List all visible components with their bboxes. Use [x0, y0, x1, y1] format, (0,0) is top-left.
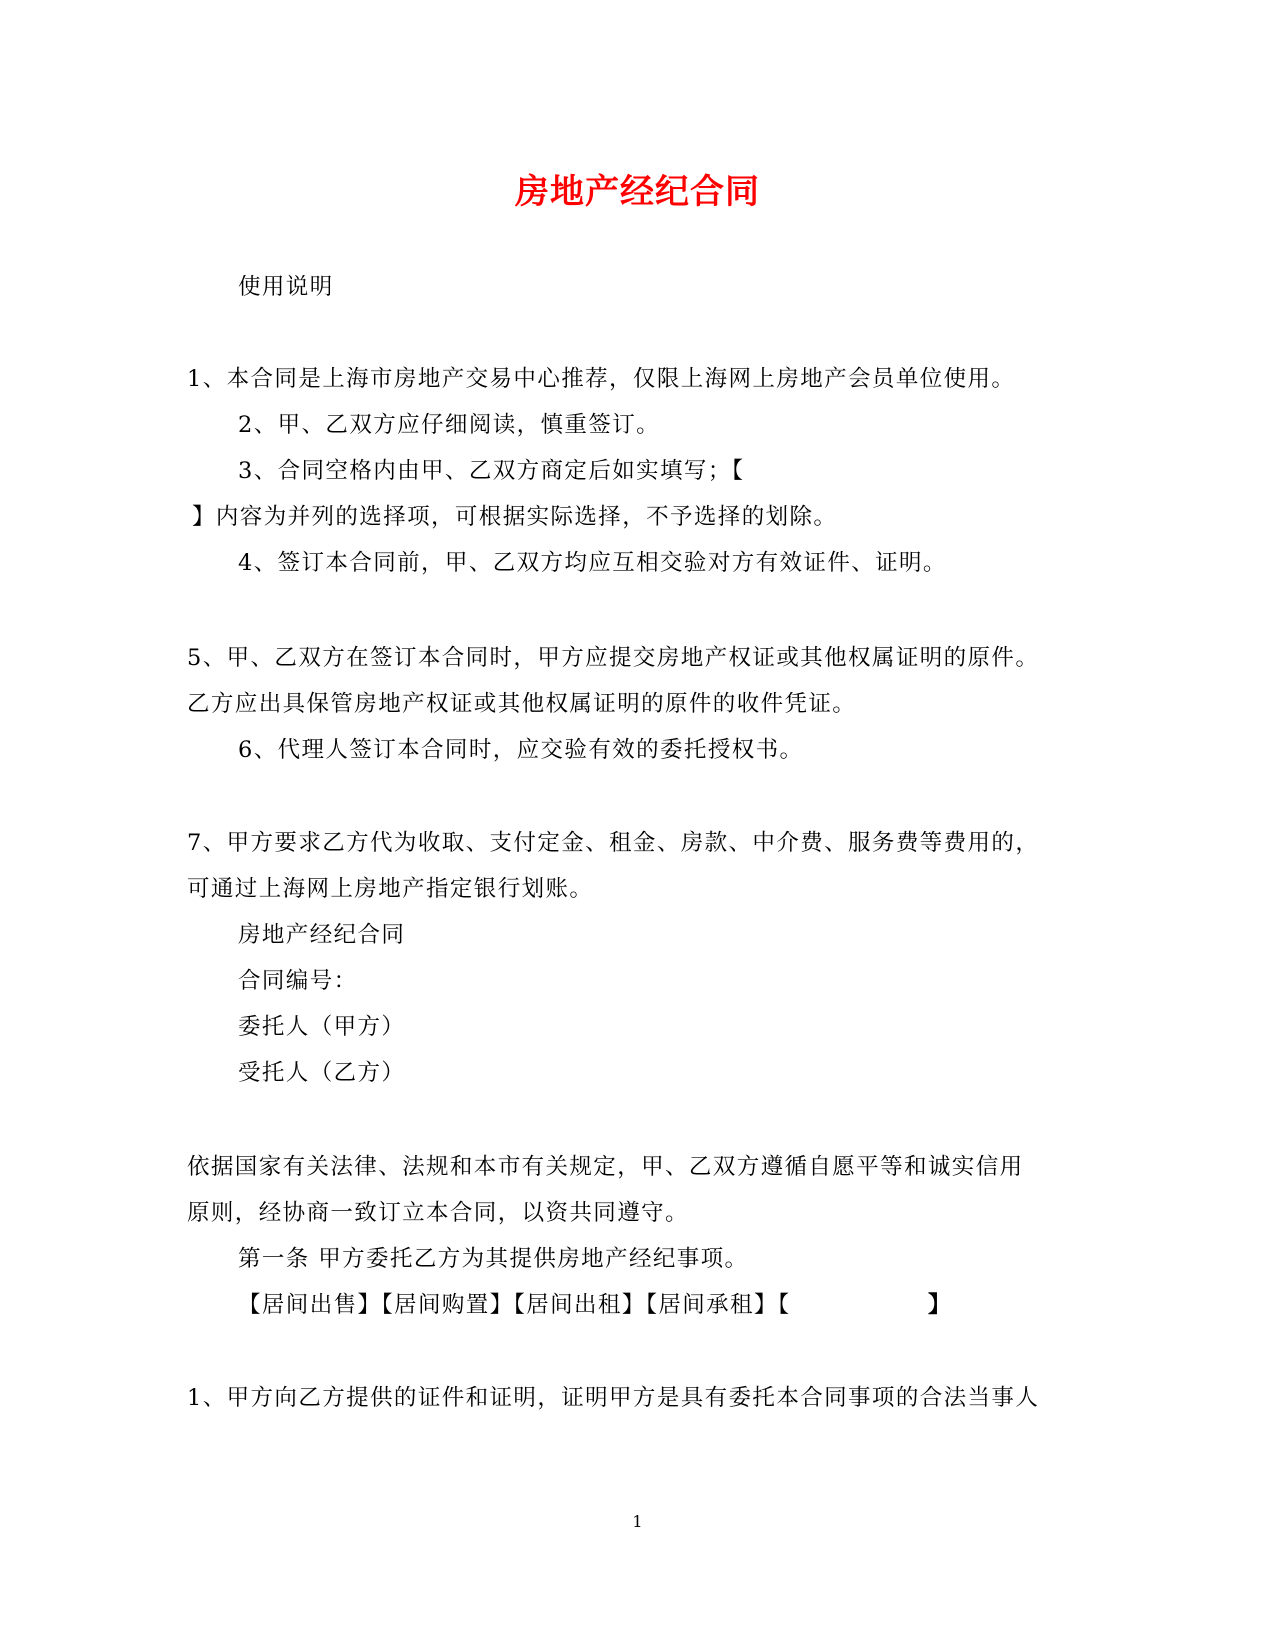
usage-item-1: 1、本合同是上海市房地产交易中心推荐，仅限上海网上房地产会员单位使用。	[187, 366, 1016, 392]
page-number: 1	[632, 1512, 643, 1531]
document-title: 房地产经纪合同	[515, 172, 760, 212]
article-1-clause-1: 1、甲方向乙方提供的证件和证明，证明甲方是具有委托本合同事项的合法当事人	[187, 1385, 1040, 1411]
contract-heading: 房地产经纪合同	[238, 922, 406, 948]
principal-party-label: 委托人（甲方）	[238, 1014, 406, 1040]
usage-item-6: 6、代理人签订本合同时，应交验有效的委托授权书。	[238, 737, 804, 763]
usage-item-2: 2、甲、乙双方应仔细阅读，慎重签订。	[238, 412, 661, 438]
agent-party-label: 受托人（乙方）	[238, 1060, 406, 1086]
usage-item-7-continuation: 可通过上海网上房地产指定银行划账。	[187, 876, 594, 902]
usage-item-7: 7、甲方要求乙方代为收取、支付定金、租金、房款、中介费、服务费等费用的，	[187, 830, 1040, 856]
preamble-line-1: 依据国家有关法律、法规和本市有关规定，甲、乙双方遵循自愿平等和诚实信用	[187, 1154, 1024, 1180]
article-1-options: 【居间出售】【居间购置】【居间出租】【居间承租】【	[238, 1292, 791, 1318]
contract-number-label: 合同编号：	[238, 968, 358, 994]
article-1-heading: 第一条 甲方委托乙方为其提供房地产经纪事项。	[238, 1246, 749, 1272]
article-1-options-closing-bracket: 】	[928, 1292, 951, 1318]
preamble-line-2: 原则，经协商一致订立本合同，以资共同遵守。	[187, 1200, 689, 1226]
usage-item-5-continuation: 乙方应出具保管房地产权证或其他权属证明的原件的收件凭证。	[187, 691, 857, 717]
usage-heading: 使用说明	[238, 274, 334, 300]
usage-item-4: 4、签订本合同前，甲、乙双方均应互相交验对方有效证件、证明。	[238, 550, 947, 576]
usage-item-3: 3、合同空格内由甲、乙双方商定后如实填写；【	[238, 458, 745, 484]
usage-item-5: 5、甲、乙双方在签订本合同时，甲方应提交房地产权证或其他权属证明的原件。	[187, 645, 1040, 671]
usage-item-3-continuation: 】内容为并列的选择项，可根据实际选择，不予选择的划除。	[192, 504, 838, 530]
